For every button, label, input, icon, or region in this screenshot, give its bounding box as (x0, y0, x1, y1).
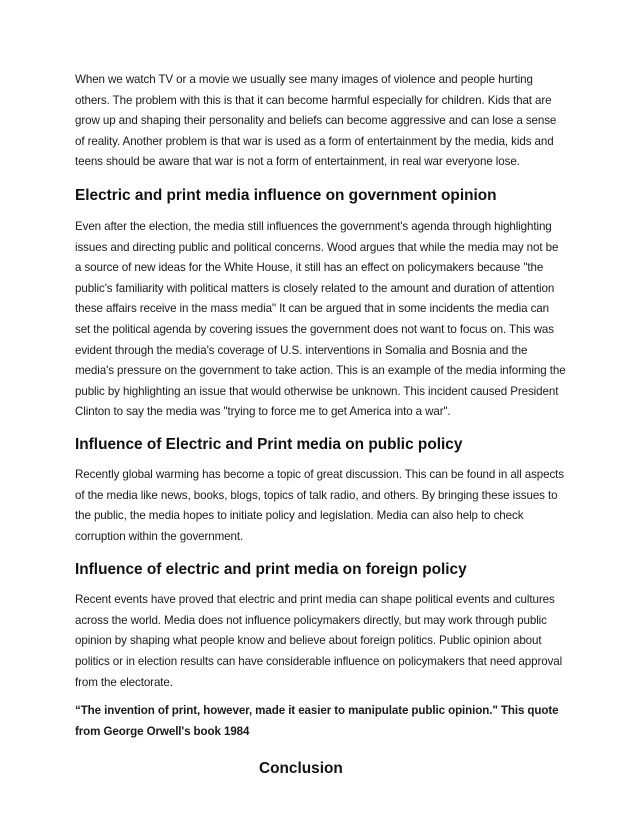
orwell-quote: “The invention of print, however, made it easier to manipulate public opinion." This quote from George Orwell's book 1984 (75, 704, 559, 738)
paragraph-foreign-policy: Recent events have proved that electric and print media can shape political events and cultures across the world. Media does not influence policymakers directly, but may work through public opinion by shaping what people know and believe about foreign politics. Public opinion about politics or in election results can have considerable influence on policymakers that need approval from the electorate. (75, 593, 563, 689)
paragraph-government-opinion: Even after the election, the media still influences the government's agenda through highlighting issues and directing public and political concerns. Wood argues that while the media may not be a source of new ideas for the White House, it still has an effect on policymakers because "the public's familiarity with political matters is closely related to the amount and duration of attention these affairs receive in the mass media" It can be argued that in some incidents the media can set the political agenda by covering issues the government does not want to focus on. This was evident through the media's coverage of U.S. interventions in Somalia and Bosnia and the media's pressure on the government to take action. This is an example of the media informing the public by highlighting an issue that would otherwise be unknown. This incident caused President Clinton to say the media was "trying to force me to get America into a war". (75, 219, 566, 419)
intro-paragraph: When we watch TV or a movie we usually see many images of violence and people hurting others. The problem with this is that it can become harmful especially for children. Kids that are grow up and shaping their personality and beliefs can become aggressive and can lose a sense of reality. Another problem is that war is used as a form of entertainment by the media, kids and teens should be aware that war is not a form of entertainment, in real war everyone lose. (75, 73, 557, 169)
document-page (75, 70, 567, 780)
heading-government-opinion: Electric and print media influence on government opinion (75, 186, 497, 204)
paragraph-public-policy: Recently global warming has become a topic of great discussion. This can be found in all aspects of the media like news, books, blogs, topics of talk radio, and others. By bringing these issues to the public, the media hopes to initiate policy and legislation. Media can also help to check corruption within the government. (75, 467, 564, 543)
heading-public-policy: Influence of Electric and Print media on public policy (75, 435, 463, 453)
heading-foreign-policy: Influence of electric and print media on foreign policy (75, 561, 467, 579)
heading-conclusion: Conclusion (259, 760, 343, 778)
